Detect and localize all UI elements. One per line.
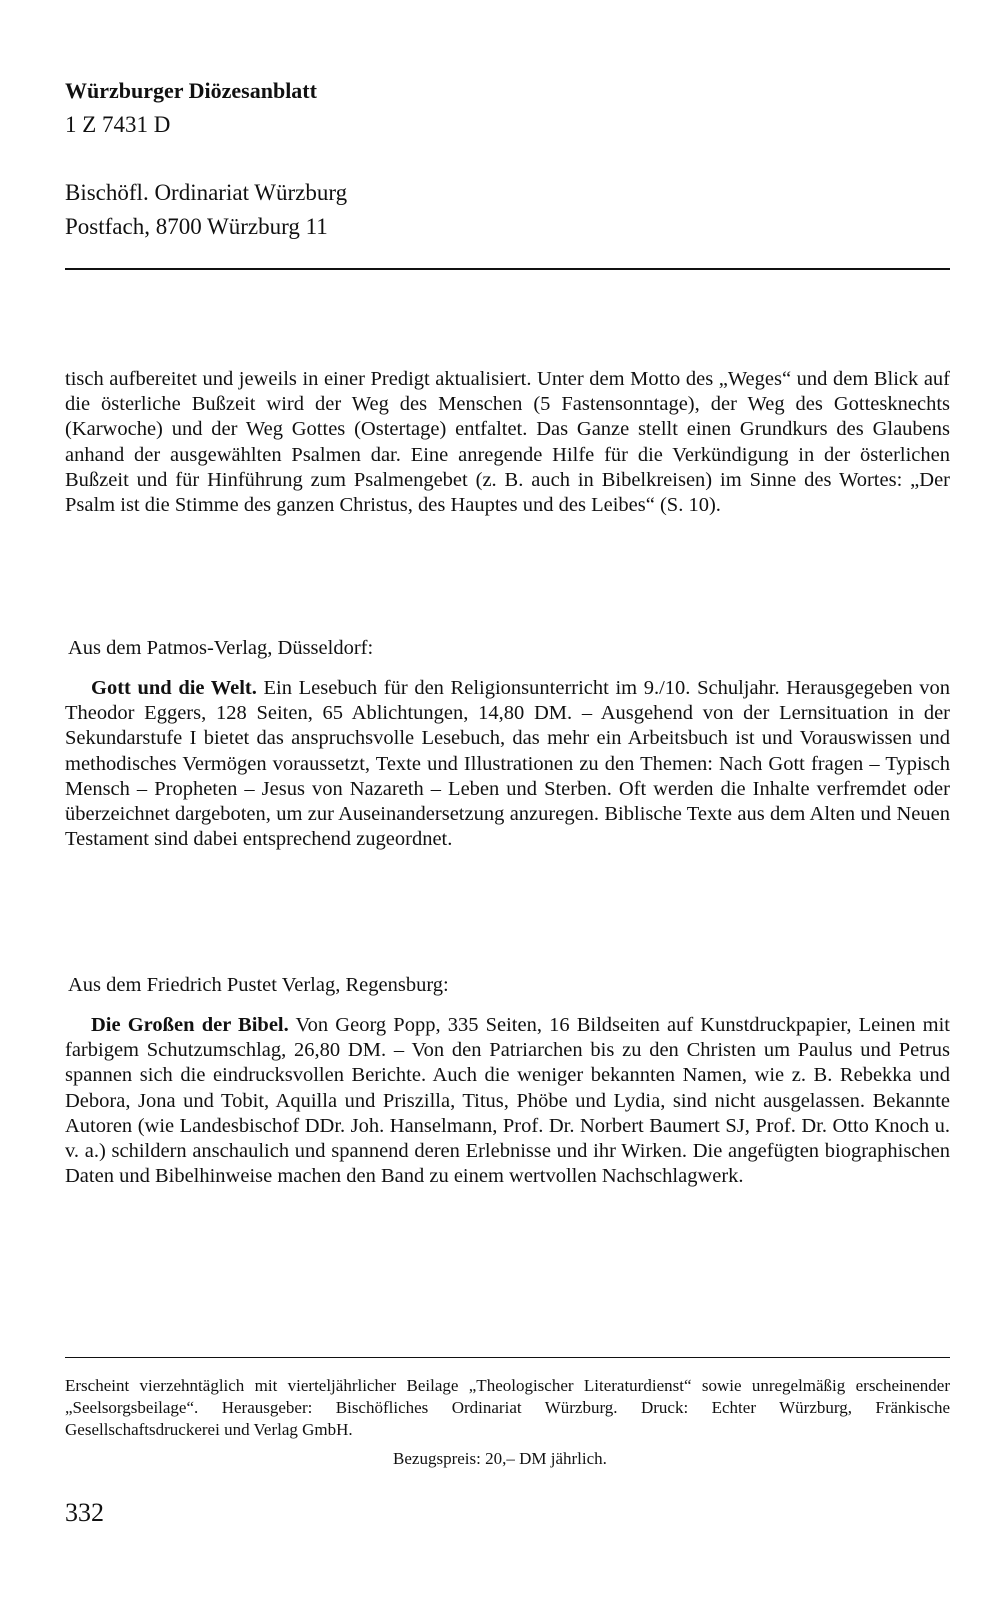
review1-publisher: Aus dem Patmos-Verlag, Düsseldorf: xyxy=(68,637,374,659)
review2-text: Von Georg Popp, 335 Seiten, 16 Bildseiten auf Kunstdruckpapier, Leinen mit farbigem Schutzumschlag, 26,80 DM. – Von den Patriarchen bis zu den Christen um Paulus und Petrus spannen sich die eindrucksvollen Berichte. Auch die weniger bekannten Namen, wie z. B. Rebekka und Debora, Jona und Tobit, Aquilla und Priszilla, Titus, Phöbe und Lydia, sind nicht ausgelassen. Bekannte Autoren (wie Landesbischof DDr. Joh. Hanselmann, Prof. Dr. Norbert Baumert SJ, Prof. Dr. Otto Knoch u. v. a.) schildern anschaulich und spannend deren Erlebnisse und ihr Wirken. Die angefügten biographischen Daten und Bibelhinweise machen den Band zu einem wertvollen Nachschlagwerk. xyxy=(65,1014,951,1188)
page-number: 332 xyxy=(65,1498,104,1527)
sender-address: Postfach, 8700 Würzburg 11 xyxy=(65,214,328,239)
review2-body xyxy=(65,1013,950,1189)
sender-name: Bischöfl. Ordinariat Würzburg xyxy=(65,180,348,205)
review2-title: Die Großen der Bibel. xyxy=(91,1014,289,1036)
review1-title: Gott und die Welt. xyxy=(91,677,257,699)
imprint-text: Erscheint vierzehntäglich mit vierteljährlicher Beilage „Theologischer Literaturdienst“ sowie unregelmäßig erscheinender „Seelsorgsbeilage“. Herausgeber: Bischöfliches Ordinariat Würzburg. Druck: Echter Würzburg, Fränkische Gesellschaftsdruckerei und Verlag GmbH. xyxy=(65,1376,950,1439)
subscription-price: Bezugspreis: 20,– DM jährlich. xyxy=(393,1449,607,1468)
review1-text: Ein Lesebuch für den Religionsunterricht im 9./10. Schuljahr. Herausgegeben von Theodor Eggers, 128 Seiten, 65 Ablichtungen, 14,80 DM. – Ausgehend von der Lernsituation in der Sekundarstufe I bietet das anspruchsvolle Lesebuch, das mehr ein Arbeitsbuch ist und Vorauswissen und methodisches Vermögen voraussetzt, Texte und Illustrationen zu den Themen: Nach Gott fragen – Typisch Mensch – Propheten – Jesus von Nazareth – Leben und Sterben. Oft werden die Inhalte verfremdet oder überzeichnet dargeboten, um zur Auseinandersetzung anzuregen. Biblische Texte aus dem Alten und Neuen Testament sind dabei entsprechend zugeordnet. xyxy=(65,677,950,851)
review2-publisher: Aus dem Friedrich Pustet Verlag, Regensburg: xyxy=(68,974,449,996)
review1-body xyxy=(65,676,950,852)
masthead xyxy=(65,74,945,244)
header-divider xyxy=(65,268,950,270)
intro-paragraph: tisch aufbereitet und jeweils in einer Predigt aktualisiert. Unter dem Motto des „Weges“ und dem Blick auf die österliche Bußzeit wird der Weg des Menschen (5 Fastensonntage), der Weg des Gottesknechts (Karwoche) und der Weg Gottes (Ostertage) entfaltet. Das Ganze stellt einen Grundkurs des Glaubens anhand der ausgewählten Psalmen dar. Eine anregende Hilfe für die Verkündigung in der österlichen Bußzeit und für Hinführung zum Psalmengebet (z. B. auch in Bibelkreisen) im Sinne des Wortes: „Der Psalm ist die Stimme des ganzen Christus, des Hauptes und des Leibes“ (S. 10). xyxy=(65,368,950,517)
postal-code: 1 Z 7431 D xyxy=(65,112,171,137)
publication-title: Würzburger Diözesanblatt xyxy=(65,78,317,103)
footer-divider xyxy=(65,1357,950,1358)
